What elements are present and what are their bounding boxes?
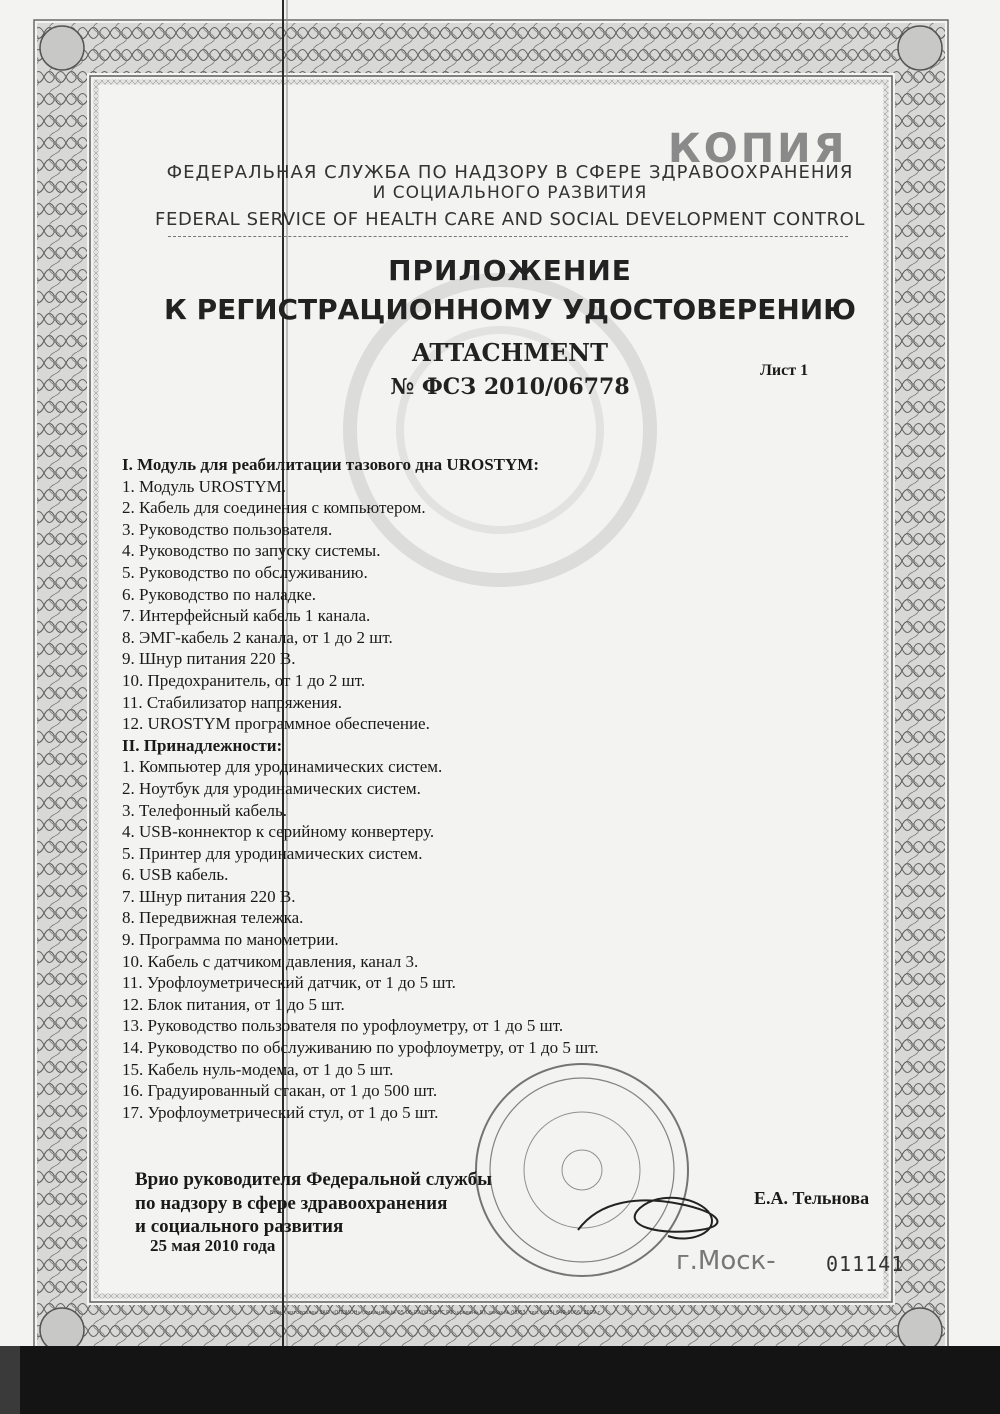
list-item: 6. Руководство по наладке. [122, 584, 317, 604]
document-subtitle: К РЕГИСТРАЦИОННОМУ УДОСТОВЕРЕНИЮ [163, 293, 857, 326]
list-item: 1. Компьютер для уродинамических систем. [122, 757, 443, 777]
city-stamp: г.Моск- [676, 1246, 776, 1276]
signatory-line2: по надзору в сфере здравоохранения [135, 1192, 448, 1214]
signatory-line1: Врио руководителя Федеральной службы [135, 1169, 492, 1190]
agency-name-line2: И СОЦИАЛЬНОГО РАЗВИТИЯ [372, 183, 648, 203]
list-item: 6. USB кабель. [122, 865, 229, 885]
list-item: 8. Передвижная тележка. [122, 908, 304, 928]
list-item: 3. Телефонный кабель. [122, 800, 288, 820]
list-item: 17. Урофлоуметрический стул, от 1 до 5 шт. [122, 1102, 439, 1122]
list-item: 11. Урофлоуметрический датчик, от 1 до 5 шт. [122, 973, 456, 993]
list-item: 15. Кабель нуль-модема, от 1 до 5 шт. [122, 1059, 394, 1079]
list-item: 2. Ноутбук для уродинамических систем. [122, 778, 421, 798]
list-item: 7. Шнур питания 220 В. [122, 886, 296, 906]
list-item: 5. Руководство по обслуживанию. [122, 562, 368, 582]
list-item: 9. Шнур питания 220 В. [122, 649, 296, 669]
list-item: 9. Программа по манометрии. [122, 930, 339, 950]
list-item: 5. Принтер для уродинамических систем. [122, 843, 423, 863]
document-title: ПРИЛОЖЕНИЕ [388, 254, 632, 287]
list-item: 16. Градуированный стакан, от 1 до 500 шт. [122, 1081, 438, 1101]
signatory-title [135, 1168, 492, 1239]
list-item: 13. Руководство пользователя по урофлоуметру, от 1 до 5 шт. [122, 1016, 564, 1036]
component-list [122, 454, 599, 1123]
list-item: 10. Кабель с датчиком давления, канал 3. [122, 951, 419, 971]
printer-imprint: Бланк изготовлен ЗАО «ОПЦИОН» (лицензия № 05-05-09/003 ФНС РФ, уровень Б), заказ № 08/63, тел. (495) 649-6066, 2009 г. [270, 1310, 602, 1316]
list-item: 11. Стабилизатор напряжения. [122, 692, 342, 712]
copy-stamp: КОПИЯ [668, 126, 848, 172]
list-item: 4. Руководство по запуску системы. [122, 541, 381, 561]
list-item: 4. USB-коннектор к серийному конвертеру. [122, 822, 435, 842]
section-heading: II. Принадлежности: [122, 735, 283, 755]
list-item: 7. Интерфейсный кабель 1 канала. [122, 606, 371, 626]
signatory-line3: и социального развития [135, 1216, 344, 1237]
signer-name: Е.А. Тельнова [754, 1188, 870, 1208]
attachment-label: ATTACHMENT [412, 338, 608, 367]
list-item: 12. Блок питания, от 1 до 5 шт. [122, 994, 345, 1014]
list-item: 2. Кабель для соединения с компьютером. [122, 498, 426, 518]
agency-name-line1: ФЕДЕРАЛЬНАЯ СЛУЖБА ПО НАДЗОРУ В СФЕРЕ ЗДРАВООХРАНЕНИЯ [166, 162, 854, 183]
list-item: 14. Руководство по обслуживанию по урофлоуметру, от 1 до 5 шт. [122, 1038, 599, 1058]
registration-number: № ФСЗ 2010/06778 [390, 374, 630, 400]
issue-date: 25 мая 2010 года [150, 1236, 276, 1255]
section-heading: I. Модуль для реабилитации тазового дна UROSTYM: [122, 455, 539, 474]
sheet-number: Лист 1 [760, 362, 809, 379]
blank-serial-number: 011141 [826, 1252, 905, 1276]
list-item: 8. ЭМГ-кабель 2 канала, от 1 до 2 шт. [122, 627, 393, 647]
list-item: 12. UROSTYM программное обеспечение. [122, 714, 430, 734]
header-divider [168, 236, 848, 237]
agency-name-english: FEDERAL SERVICE OF HEALTH CARE AND SOCIAL DEVELOPMENT CONTROL [155, 209, 865, 230]
list-item: 10. Предохранитель, от 1 до 2 шт. [122, 670, 366, 690]
list-item: 3. Руководство пользователя. [122, 519, 333, 539]
list-item: 1. Модуль UROSTYM. [122, 476, 286, 496]
